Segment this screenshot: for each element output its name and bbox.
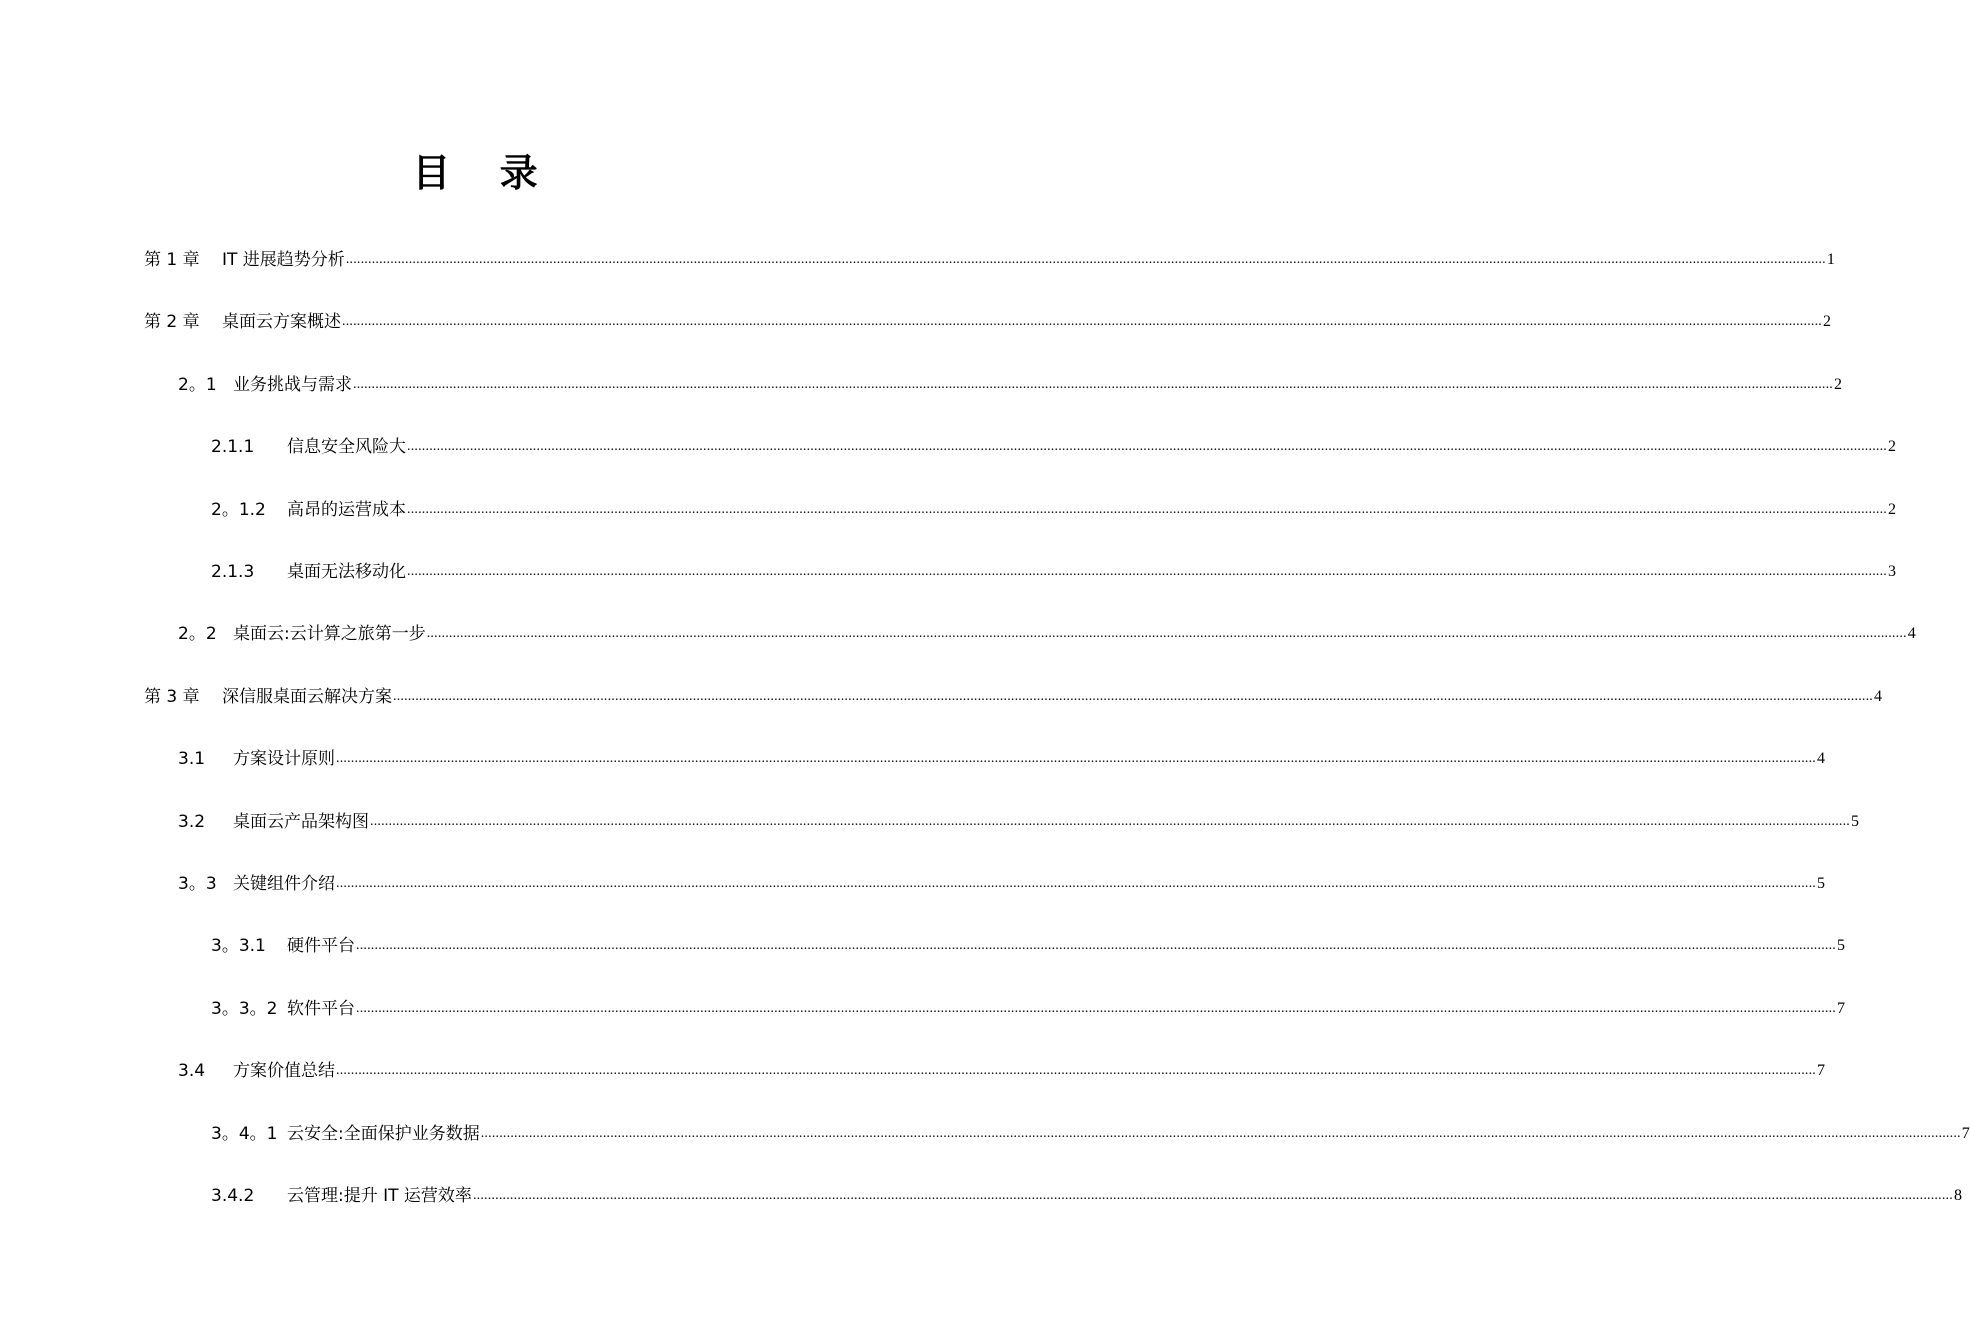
toc-dot-leader: ................................................................................................................................................................................................................................................................................................................................................................................................................ [407, 502, 1887, 517]
toc-entry[interactable] [178, 1058, 1825, 1084]
toc-entry-title: 关键组件介绍 [233, 874, 335, 894]
toc-entry-title: 云安全:全面保护业务数据 [287, 1124, 480, 1144]
toc-entry-page-number: 7 [1817, 1062, 1825, 1079]
toc-entry-title: 云管理:提升 IT 运营效率 [287, 1186, 472, 1206]
toc-entry-title: 桌面云产品架构图 [233, 812, 369, 832]
toc-entry-title: 业务挑战与需求 [233, 375, 352, 395]
toc-entry[interactable] [211, 1183, 1962, 1209]
toc-entry-page-number: 4 [1874, 688, 1882, 705]
toc-entry-title: 高昂的运营成本 [287, 500, 406, 520]
toc-entry-title: 桌面无法移动化 [287, 562, 406, 582]
toc-entry-page-number: 4 [1907, 625, 1916, 642]
toc-entry-number: 3.2 [178, 812, 206, 832]
toc-dot-leader: ................................................................................................................................................................................................................................................................................................................................................................................................................ [480, 1126, 1961, 1141]
toc-entry-page-number: 8 [1953, 1187, 1962, 1204]
toc-entry-number: 3。4。1 [211, 1124, 278, 1144]
toc-entry-title: IT 进展趋势分析 [222, 250, 345, 270]
toc-entry-number: 3.1 [178, 749, 206, 769]
toc-entry[interactable] [211, 996, 1845, 1022]
toc-entry[interactable] [178, 621, 1916, 647]
toc-entry-title: 软件平台 [287, 999, 355, 1019]
toc-dot-leader: ................................................................................................................................................................................................................................................................................................................................................................................................................ [356, 1001, 1836, 1016]
toc-entry-number: 3。3。2 [211, 999, 278, 1019]
toc-entry-page-number: 5 [1851, 813, 1859, 830]
toc-title: 目 录 [412, 151, 556, 195]
toc-entry-title: 硬件平台 [287, 936, 355, 956]
toc-entry-number: 2。2 [178, 624, 217, 644]
toc-entry-page-number: 2 [1888, 438, 1896, 455]
toc-entry[interactable] [144, 247, 1835, 273]
toc-dot-leader: ................................................................................................................................................................................................................................................................................................................................................................................................................ [370, 814, 1850, 829]
toc-entry-page-number: 5 [1837, 937, 1845, 954]
toc-entry[interactable] [211, 1121, 1970, 1147]
toc-entry[interactable] [178, 809, 1859, 835]
toc-entry-title: 深信服桌面云解决方案 [222, 687, 392, 707]
toc-dot-leader: ................................................................................................................................................................................................................................................................................................................................................................................................................ [336, 876, 1816, 891]
toc-dot-leader: ................................................................................................................................................................................................................................................................................................................................................................................................................ [472, 1188, 1953, 1203]
toc-dot-leader: ................................................................................................................................................................................................................................................................................................................................................................................................................ [407, 564, 1887, 579]
toc-entry-page-number: 2 [1834, 376, 1842, 393]
toc-entry-number: 第 2 章 [144, 312, 200, 332]
toc-dot-leader: ................................................................................................................................................................................................................................................................................................................................................................................................................ [336, 751, 1816, 766]
toc-entry[interactable] [211, 497, 1896, 523]
toc-entry[interactable] [178, 372, 1842, 398]
toc-entry-number: 3。3 [178, 874, 217, 894]
toc-entry-title: 方案价值总结 [233, 1061, 335, 1081]
toc-dot-leader: ................................................................................................................................................................................................................................................................................................................................................................................................................ [426, 626, 1907, 641]
toc-entry-page-number: 3 [1888, 563, 1896, 580]
toc-entry-page-number: 7 [1837, 1000, 1845, 1017]
toc-entry[interactable] [211, 434, 1896, 460]
toc-dot-leader: ................................................................................................................................................................................................................................................................................................................................................................................................................ [353, 377, 1833, 392]
toc-dot-leader: ................................................................................................................................................................................................................................................................................................................................................................................................................ [336, 1063, 1816, 1078]
toc-entry-page-number: 7 [1961, 1125, 1970, 1142]
toc-dot-leader: ................................................................................................................................................................................................................................................................................................................................................................................................................ [345, 252, 1826, 267]
toc-entry-number: 3。3.1 [211, 936, 266, 956]
toc-dot-leader: ................................................................................................................................................................................................................................................................................................................................................................................................................ [342, 314, 1822, 329]
toc-entry[interactable] [178, 871, 1825, 897]
toc-entry-page-number: 1 [1826, 251, 1835, 268]
toc-entry-page-number: 2 [1888, 501, 1896, 518]
toc-entry[interactable] [178, 746, 1825, 772]
toc-dot-leader: ................................................................................................................................................................................................................................................................................................................................................................................................................ [356, 938, 1836, 953]
toc-entry-number: 2。1.2 [211, 500, 266, 520]
toc-entry-page-number: 2 [1823, 313, 1831, 330]
toc-dot-leader: ................................................................................................................................................................................................................................................................................................................................................................................................................ [407, 439, 1887, 454]
toc-dot-leader: ................................................................................................................................................................................................................................................................................................................................................................................................................ [393, 689, 1873, 704]
toc-entry-number: 2。1 [178, 375, 217, 395]
toc-entry-number: 3.4.2 [211, 1186, 255, 1206]
toc-entry[interactable] [144, 684, 1882, 710]
toc-entry[interactable] [211, 933, 1845, 959]
toc-entry-number: 2.1.3 [211, 562, 255, 582]
toc-entry-page-number: 5 [1817, 875, 1825, 892]
toc-entry-title: 桌面云方案概述 [222, 312, 341, 332]
toc-entry-number: 3.4 [178, 1061, 206, 1081]
toc-entry-page-number: 4 [1817, 750, 1825, 767]
toc-entry-title: 方案设计原则 [233, 749, 335, 769]
toc-entry-title: 桌面云:云计算之旅第一步 [233, 624, 426, 644]
toc-entry[interactable] [144, 309, 1831, 335]
toc-entry[interactable] [211, 559, 1896, 585]
toc-entry-number: 第 1 章 [144, 250, 200, 270]
toc-entry-number: 2.1.1 [211, 437, 255, 457]
toc-entry-title: 信息安全风险大 [287, 437, 406, 457]
toc-entry-number: 第 3 章 [144, 687, 200, 707]
